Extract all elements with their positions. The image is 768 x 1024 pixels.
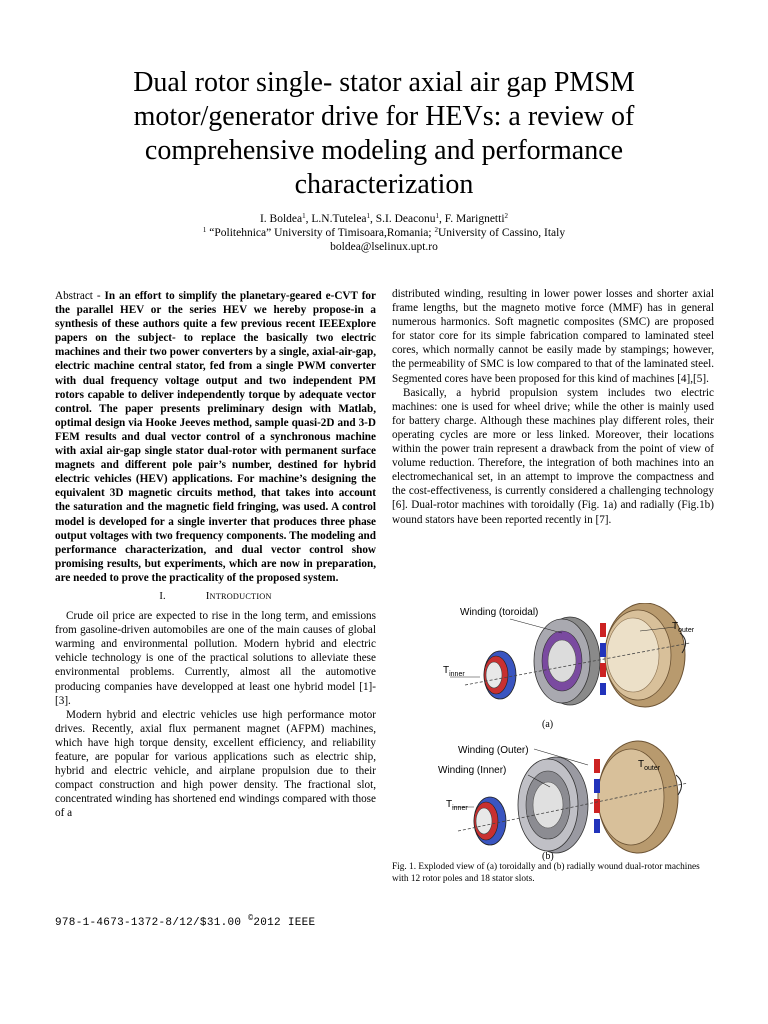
left-column: [55, 289, 376, 820]
affiliation-marker: 1: [302, 212, 306, 220]
panel-a-label: (a): [542, 719, 554, 730]
toroidal-machine-illustration: [440, 603, 710, 723]
affiliation-1: “Politehnica” University of Timisoara,Romania;: [209, 227, 435, 239]
copyright-symbol: ©: [248, 914, 254, 923]
t-outer-label: $T_{outer}$: [638, 759, 661, 772]
winding-outer-label: Winding (Outer): [458, 745, 529, 756]
affiliation-marker: 2: [434, 226, 438, 234]
author-name: F. Marignetti: [444, 213, 505, 225]
affiliations: [60, 226, 708, 240]
affiliation-marker: 2: [504, 212, 509, 220]
abstract-text: In an effort to simplify the planetary-geared e-CVT for the parallel HEV or the series HEV we hereby propose-in a synthesis of these authors quite a few previous recent IEEExplore papers on the subject- to replace the basically two electric machines and their two power converters by a single, axial-air-gap, electric machine central stator, fed from a single PWM converter with dual frequency voltage output and two independent PM rotors capable to deliver independently torque by adequate vector control. The paper presents preliminary design with Matlab, optimal design via Hooke Jeeves method, sample quasi-2D and 3-D FEM results and dual vector control of a synchronous machine with axial air-gap single stator dual-rotor with permanent surface magnets and different pole pair’s number, destined for hybrid electric vehicles (HEV) applications. For machine’s designing the equivalent 3D magnetic circuits method, that takes into account the saturation and the magnetic field fringing, was used. A control model is developed for a single inverter that produces three phase output voltages with two frequency components. The modeling and performance characterization, and dual vector control show promising results, but experiments, which are now in preparation, are needed to prove the practicality of the proposed system.: [55, 290, 376, 584]
winding-toroidal-label: Winding (toroidal): [460, 607, 539, 618]
figure-caption: Fig. 1. Exploded view of (a) toroidally and (b) radially wound dual-rotor machines with 12 rotor poles and 18 stator slots.: [392, 862, 700, 884]
abstract: [55, 289, 376, 585]
affiliation-marker: 1: [435, 212, 439, 220]
affiliation-marker: 1: [202, 226, 207, 234]
intro-paragraph: Modern hybrid and electric vehicles use high performance motor drives. Recently, axial flux permanent magnet (AFPM) machines, which have high torque density, excellent efficiency, and reliability feature, are popular for various applications such as electric ship, hybrid and electric vehicle, and airplane propulsion due to their compact construction and high power density. The fractional slot, concentrated winding has shortened end windings compared with those of a: [55, 708, 376, 820]
author-name: I. Boldea: [259, 213, 303, 225]
paper-title: Dual rotor single- stator axial air gap PMSM motor/generator drive for HEVs: a review of comprehensive modeling and performance characterization: [133, 67, 635, 200]
t-inner-label: $T_{inner}$: [446, 799, 468, 812]
affiliation-marker: 1: [366, 212, 371, 220]
author-name: L.N.Tutelea: [311, 213, 367, 225]
t-outer-label: $T_{outer}$: [672, 621, 695, 634]
copyright-year: 2012 IEEE: [253, 917, 316, 929]
isbn-price: 978-1-4673-1372-8/12/$31.00: [55, 917, 249, 929]
author-name: S.I. Deaconu: [375, 213, 436, 225]
copyright-footer: [55, 914, 316, 929]
panel-b-label: (b): [542, 851, 554, 862]
section-number: I.: [159, 590, 166, 602]
winding-inner-label: Winding (Inner): [438, 765, 507, 776]
section-title-rest: NTRODUCTION: [209, 591, 272, 601]
body-paragraph: distributed winding, resulting in lower power losses and shorter axial frame lengths, but the magneto motive force (MMF) has in general numerous harmonics. Soft magnetic composites (SMC) are proposed for stator core for its simple fabrication compared to laminated steel cores, which normally cannot be easily made by stampings; however, the permeability of SMC is low compared to that of the laminated steel. Segmented cores have been proposed for this kind of machines [4],[5].: [392, 288, 714, 385]
section-heading: [55, 590, 376, 604]
figure-1a: [440, 603, 710, 730]
section-title-initial: I: [205, 590, 210, 602]
author-email: boldea@lselinux.upt.ro: [330, 241, 438, 253]
author-list: I. Boldea$^1$, L.N.Tutelea$^1$, S.I. Deaconu$^1$, F. Marignetti$^2$: [259, 212, 509, 225]
figure-1b: [438, 735, 708, 863]
abstract-label: Abstract -: [55, 290, 105, 302]
affiliation-2: University of Cassino, Italy: [437, 227, 566, 239]
author-block: [60, 212, 708, 254]
intro-paragraph: Crude oil price are expected to rise in the long term, and emissions from gasoline-driven automobiles are one of the main causes of global warming and environmental pollution. Modern hybrid and electric vehicle technology is one of the practical solutions to alleviate these environmental problems. Currently, almost all the automotive producing companies have developped at least one hybrid model [1]-[3].: [55, 610, 376, 707]
t-inner-label: $T_{inner}$: [443, 665, 465, 678]
body-paragraph: Basically, a hybrid propulsion system includes two electric machines: one is used for wheel drive; while the other is mainly used for battery charge. Although these machines play different roles, their operating cycles are more or less linked. Moreover, their locations within the power train represent a drawback from the point of view of volume reduction. Therefore, the integration of both machines into an electromechanical set, in an attempt to improve the compactness and the cost-effectiveness, is currently considered a challenging technology [6]. Dual-rotor machines with toroidally (Fig. 1a) and radially (Fig.1b) wound stators have been reported recently in [7].: [392, 386, 714, 526]
right-column: [392, 287, 714, 527]
